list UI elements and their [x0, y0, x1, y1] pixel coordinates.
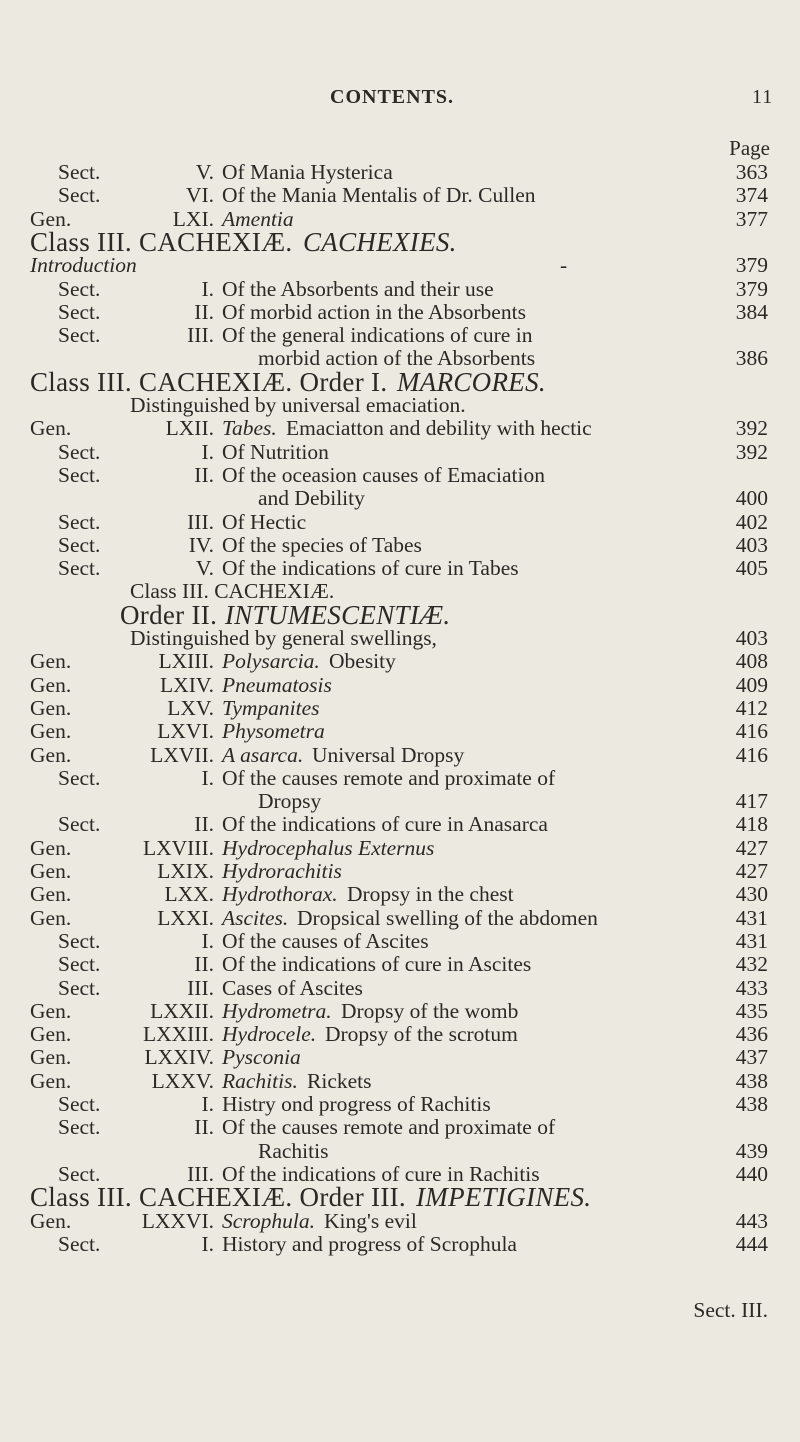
page-ref: 417: [735, 789, 768, 814]
entry-label: Gen.: [30, 1022, 72, 1047]
contents-row: [0, 1230, 800, 1259]
entry-label: Gen.: [30, 649, 72, 674]
entry-continuation: morbid action of the Absorbents: [258, 346, 536, 371]
page-ref: 384: [735, 299, 768, 324]
entry-number: I.: [201, 1092, 214, 1116]
entry-number: LXI.: [172, 206, 214, 231]
entry-title: Of the oceasion causes of Emaciation: [222, 462, 545, 487]
entry-title: History and progress of Scrophula: [222, 1231, 517, 1256]
entry-title: Of the causes remote and proximate of: [222, 1115, 556, 1140]
page-ref: 444: [735, 1231, 768, 1256]
entry-title: Cases of Ascites: [222, 975, 363, 1000]
entry-number: I.: [201, 1231, 214, 1256]
entry-continuation: Rachitis: [258, 1138, 329, 1163]
page-ref: 436: [735, 1022, 768, 1047]
order-heading: Order II.: [120, 599, 218, 630]
entry-label: Sect.: [58, 323, 101, 348]
page-ref: 431: [735, 928, 768, 953]
entry-title: Of Nutrition: [222, 439, 329, 464]
class-heading-italic: CACHEXIES.: [303, 226, 457, 257]
page-ref: 438: [735, 1068, 768, 1093]
entry-latin-name: Ascites.: [222, 905, 289, 930]
entry-latin-name: Hydrocephalus Externus: [222, 835, 435, 860]
entry-label: Sect.: [58, 928, 101, 953]
entry-label: Gen.: [30, 416, 72, 441]
page-ref: 379: [735, 276, 768, 301]
entry-latin-name: Physometra: [222, 719, 325, 744]
page-column-label: Page: [729, 136, 770, 160]
running-title: CONTENTS.: [330, 86, 455, 108]
entry-label: Sect.: [58, 183, 101, 208]
entry-latin-name: Hydrorachitis: [222, 859, 342, 883]
entry-title: Of the indications of cure in Rachitis: [222, 1161, 540, 1186]
entry-label: Sect.: [58, 160, 101, 184]
entry-number: V.: [195, 556, 214, 581]
dash-leader: -: [560, 253, 568, 278]
entry-latin-name: Tabes.: [222, 416, 277, 441]
entry-title: Introduction: [30, 253, 137, 278]
entry-number: LXXIV.: [144, 1045, 214, 1070]
entry-number: LXII.: [165, 416, 214, 441]
entry-number: I.: [201, 928, 214, 953]
entry-title: King's evil: [324, 1208, 417, 1233]
entry-number: III.: [187, 975, 214, 1000]
entry-number: II.: [194, 812, 214, 837]
entry-label: Sect.: [58, 1161, 101, 1186]
page-ref: 416: [735, 719, 768, 744]
entry-number: LXV.: [167, 695, 214, 720]
entry-number: V.: [195, 160, 214, 184]
catchword-row: [0, 1296, 800, 1325]
entry-number: LXVIII.: [142, 835, 214, 860]
entry-label: Sect.: [58, 975, 101, 1000]
entry-number: LXIII.: [158, 649, 214, 674]
entry-latin-name: A asarca.: [222, 742, 304, 767]
page-ref: 438: [735, 1092, 768, 1116]
entry-latin-name: Hydrocele.: [222, 1022, 317, 1047]
subheading: Class III. CACHEXIÆ.: [130, 579, 335, 604]
entry-label: Gen.: [30, 672, 72, 697]
page-ref: 403: [735, 626, 768, 650]
entry-number: I.: [201, 765, 214, 790]
entry-number: I.: [201, 439, 214, 464]
entry-title: Dropsy of the scrotum: [325, 1022, 518, 1047]
class-heading-italic: MARCORES.: [397, 366, 546, 397]
entry-number: LXX.: [164, 882, 214, 907]
entry-label: Gen.: [30, 719, 72, 744]
entry-label: Gen.: [30, 206, 72, 231]
page-ref: 403: [735, 532, 768, 557]
entry-title: Dropsical swelling of the abdomen: [297, 905, 598, 930]
page-ref: 435: [735, 998, 768, 1023]
entry-title: Dropsy in the chest: [347, 882, 514, 907]
page-ref: 427: [735, 859, 768, 883]
entry-number: LXVII.: [150, 742, 214, 767]
entry-title: Of the Absorbents and their use: [222, 276, 494, 301]
entry-number: LXXVI.: [141, 1208, 214, 1233]
entry-number: LXXI.: [157, 905, 214, 930]
entry-label: Gen.: [30, 695, 72, 720]
entry-label: Sect.: [58, 439, 101, 464]
entry-latin-name: Tympanites: [222, 695, 320, 720]
entry-number: III.: [187, 1161, 214, 1186]
entry-label: Sect.: [58, 299, 101, 324]
entry-latin-name: Pneumatosis: [222, 672, 332, 697]
entry-label: Sect.: [58, 952, 101, 977]
entry-title: Dropsy of the womb: [341, 998, 519, 1023]
entry-label: Sect.: [58, 556, 101, 581]
entry-number: I.: [201, 276, 214, 301]
entry-number: II.: [194, 952, 214, 977]
entry-number: LXIX.: [157, 859, 214, 883]
entry-number: LXIV.: [160, 672, 214, 697]
entry-number: LXXV.: [151, 1068, 214, 1093]
page-ref: 405: [735, 556, 768, 581]
entry-title: Of the indications of cure in Anasarca: [222, 812, 548, 837]
entry-label: Gen.: [30, 882, 72, 907]
page-ref: 437: [735, 1045, 768, 1070]
entry-title: Of the indications of cure in Tabes: [222, 556, 519, 581]
page-ref: 432: [735, 952, 768, 977]
entry-label: Gen.: [30, 998, 72, 1023]
class-heading: Class III. CACHEXIÆ. Order III.: [30, 1182, 406, 1213]
page-ref: 402: [735, 509, 768, 534]
page-ref: 412: [735, 695, 768, 720]
entry-label: Gen.: [30, 1068, 72, 1093]
entry-number: LXXIII.: [142, 1022, 214, 1047]
entry-title: Of Mania Hysterica: [222, 160, 393, 184]
subheading: Distinguished by universal emaciation.: [130, 393, 466, 417]
page-ref: 439: [735, 1138, 768, 1163]
entry-latin-name: Hydrometra.: [222, 998, 332, 1023]
entry-number: IV.: [188, 532, 214, 557]
page-ref: 400: [735, 486, 768, 511]
entry-label: Gen.: [30, 859, 72, 883]
entry-latin-name: Polysarcia.: [222, 649, 320, 674]
page-ref: 392: [735, 416, 768, 441]
entry-title: Of the general indications of cure in: [222, 323, 533, 348]
page-ref: 430: [735, 882, 768, 907]
entry-number: II.: [194, 1115, 214, 1140]
entry-label: Sect.: [58, 765, 101, 790]
page-ref: 379: [735, 253, 768, 278]
page-ref: 443: [735, 1208, 768, 1233]
page-ref: 377: [735, 206, 768, 231]
entry-continuation: Dropsy: [258, 789, 322, 814]
entry-title: Rickets: [307, 1068, 372, 1093]
entry-title: Of Hectic: [222, 509, 307, 534]
entry-label: Gen.: [30, 905, 72, 930]
page-ref: 416: [735, 742, 768, 767]
entry-title: Of the causes of Ascites: [222, 928, 429, 953]
entry-label: Sect.: [58, 532, 101, 557]
page-number: 11: [752, 86, 774, 108]
entry-continuation: and Debility: [258, 486, 365, 511]
entry-label: Sect.: [58, 1231, 101, 1256]
class-heading: Class III. CACHEXIÆ. Order I.: [30, 366, 388, 397]
page-ref: 363: [735, 160, 768, 184]
entry-title: Of the Mania Mentalis of Dr. Cullen: [222, 183, 536, 208]
entry-latin-name: Scrophula.: [222, 1208, 315, 1233]
entry-number: II.: [194, 299, 214, 324]
entry-title: Of the species of Tabes: [222, 532, 422, 557]
entry-label: Gen.: [30, 1045, 72, 1070]
page-ref: 440: [735, 1161, 768, 1186]
page-ref: 433: [735, 975, 768, 1000]
entry-number: III.: [187, 323, 214, 348]
order-heading-italic: INTUMESCENTIÆ.: [225, 599, 451, 630]
entry-number: II.: [194, 462, 214, 487]
class-heading: Class III. CACHEXIÆ.: [30, 226, 293, 257]
page-ref: 408: [735, 649, 768, 674]
entry-label: Gen.: [30, 835, 72, 860]
entry-title: Of the indications of cure in Ascites: [222, 952, 532, 977]
catchword: Sect. III.: [693, 1298, 768, 1322]
entry-title: Of morbid action in the Absorbents: [222, 299, 526, 324]
page-ref: 427: [735, 835, 768, 860]
entry-label: Gen.: [30, 742, 72, 767]
entry-number: LXXII.: [150, 998, 214, 1023]
subheading: Distinguished by general swellings,: [130, 626, 437, 650]
entry-latin-name: Hydrothorax.: [222, 882, 338, 907]
class-heading-italic: IMPETIGINES.: [416, 1182, 592, 1213]
entry-number: LXVI.: [157, 719, 214, 744]
entry-label: Sect.: [58, 462, 101, 487]
page-ref: 392: [735, 439, 768, 464]
entry-label: Sect.: [58, 1092, 101, 1116]
entry-title: Obesity: [329, 649, 396, 674]
entry-title: Emaciatton and debility with hectic: [286, 416, 592, 441]
entry-label: Gen.: [30, 1208, 72, 1233]
page-ref: 418: [735, 812, 768, 837]
entry-title: Of the causes remote and proximate of: [222, 765, 556, 790]
entry-title: Universal Dropsy: [312, 742, 465, 767]
entry-label: Sect.: [58, 812, 101, 837]
entry-number: VI.: [185, 183, 214, 208]
entry-title: Histry ond progress of Rachitis: [222, 1092, 491, 1116]
entry-label: Sect.: [58, 276, 101, 301]
page-ref: 374: [735, 183, 768, 208]
entry-label: Sect.: [58, 1115, 101, 1140]
entry-title: Amentia: [222, 206, 294, 231]
page-ref: 431: [735, 905, 768, 930]
page-ref: 386: [735, 346, 768, 371]
page-ref: 409: [735, 672, 768, 697]
entry-number: III.: [187, 509, 214, 534]
entry-latin-name: Rachitis.: [222, 1068, 298, 1093]
entry-latin-name: Pysconia: [222, 1045, 301, 1070]
entry-label: Sect.: [58, 509, 101, 534]
